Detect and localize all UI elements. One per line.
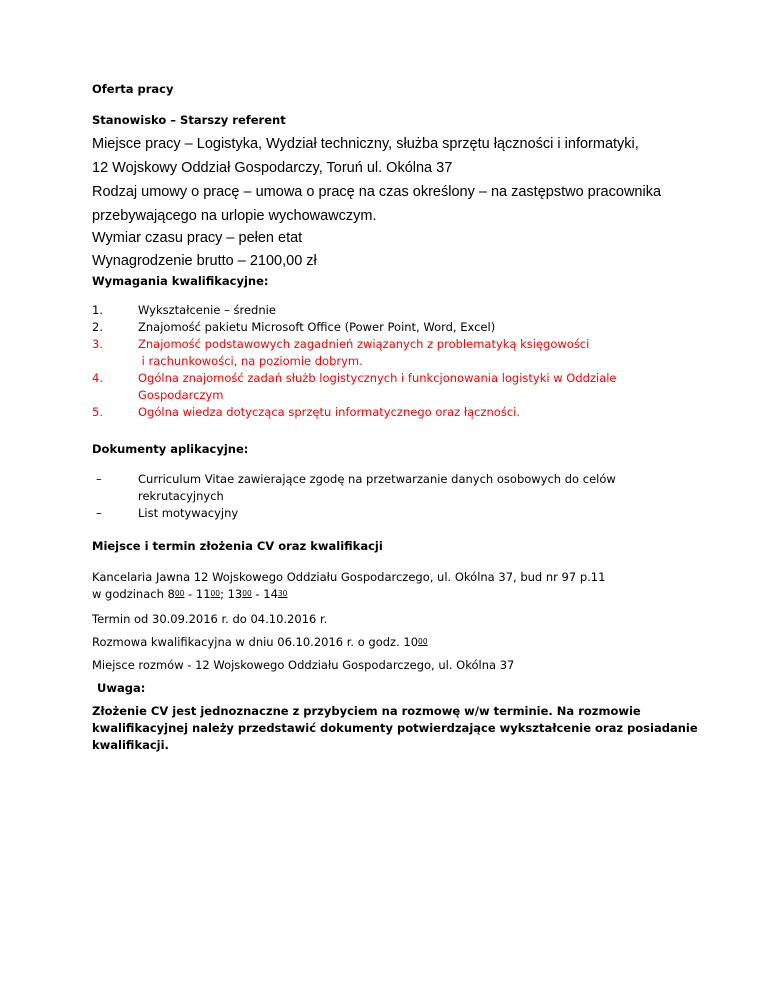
requirement-number: 5. xyxy=(92,405,103,419)
note-label: Uwaga: xyxy=(97,681,146,695)
document-text: Curriculum Vitae zawierające zgodę na przetwarzanie danych osobowych do celów xyxy=(138,472,616,486)
contract-line-1: Rodzaj umowy o pracę – umowa o pracę na czas określony – na zastępstwo pracownika xyxy=(92,184,662,200)
requirement-text-cont: i rachunkowości, na poziomie dobrym. xyxy=(138,354,363,368)
document-item xyxy=(92,471,616,505)
requirement-item xyxy=(92,302,617,319)
location-line-2: 12 Wojskowy Oddział Gospodarczy, Toruń ul. Okólna 37 xyxy=(92,160,453,176)
requirement-text-cont: Gospodarczym xyxy=(138,388,224,402)
deadline-line: Termin od 30.09.2016 r. do 04.10.2016 r. xyxy=(92,612,328,626)
document-text: List motywacyjny xyxy=(138,506,239,520)
offer-heading: Oferta pracy xyxy=(92,82,174,96)
requirement-text: Znajomość pakietu Microsoft Office (Power Point, Word, Excel) xyxy=(138,320,496,334)
requirement-text: Wykształcenie – średnie xyxy=(138,303,276,317)
requirement-text: Ogólna wiedza dotycząca sprzętu informatycznego oraz łączności. xyxy=(138,405,520,419)
worktime-line: Wymiar czasu pracy – pełen etat xyxy=(92,230,303,246)
requirement-text: Znajomość podstawowych zagadnień związanych z problematyką księgowości xyxy=(138,337,590,351)
dash-bullet: – xyxy=(96,506,102,520)
requirement-item xyxy=(92,370,617,404)
requirement-item xyxy=(92,336,617,370)
requirement-item xyxy=(92,319,617,336)
hours-line: w godzinach $8^{00} - 11^{00}$; $13^{00} - 14^{30}$ xyxy=(92,587,288,601)
dash-bullet: – xyxy=(96,472,102,486)
requirement-text: Ogólna znajomość zadań służb logistycznych i funkcjonowania logistyki w Oddziale xyxy=(138,371,617,385)
requirement-item xyxy=(92,404,617,421)
documents-list xyxy=(92,471,616,522)
interview-line: Rozmowa kwalifikacyjna w dniu 06.10.2016 r. o godz. $10^{00}$ xyxy=(92,635,428,649)
office-line: Kancelaria Jawna 12 Wojskowego Oddziału Gospodarczego, ul. Okólna 37, bud nr 97 p.11 xyxy=(92,570,606,584)
interview-place-line: Miejsce rozmów - 12 Wojskowego Oddziału Gospodarczego, ul. Okólna 37 xyxy=(92,658,515,672)
position-line: Stanowisko – Starszy referent xyxy=(92,113,286,127)
requirements-heading: Wymagania kwalifikacyjne: xyxy=(92,274,269,288)
document-item xyxy=(92,505,616,522)
location-line-1: Miejsce pracy – Logistyka, Wydział techniczny, służba sprzętu łączności i informatyki, xyxy=(92,136,639,152)
requirements-list xyxy=(92,302,617,421)
requirement-number: 1. xyxy=(92,303,103,317)
salary-line: Wynagrodzenie brutto – 2100,00 zł xyxy=(92,253,317,269)
contract-line-2: przebywającego na urlopie wychowawczym. xyxy=(92,208,377,224)
note-line-2: kwalifikacyjnej należy przedstawić dokumenty potwierdzające wykształcenie oraz posiadanie xyxy=(92,721,698,735)
requirement-number: 2. xyxy=(92,320,103,334)
requirement-number: 4. xyxy=(92,371,103,385)
submission-heading: Miejsce i termin złożenia CV oraz kwalifikacji xyxy=(92,539,383,553)
note-line-1: Złożenie CV jest jednoznaczne z przybyciem na rozmowę w/w terminie. Na rozmowie xyxy=(92,704,641,718)
documents-heading: Dokumenty aplikacyjne: xyxy=(92,442,249,456)
requirement-number: 3. xyxy=(92,337,103,351)
document-text-cont: rekrutacyjnych xyxy=(138,489,224,503)
note-line-3: kwalifikacji. xyxy=(92,738,169,752)
